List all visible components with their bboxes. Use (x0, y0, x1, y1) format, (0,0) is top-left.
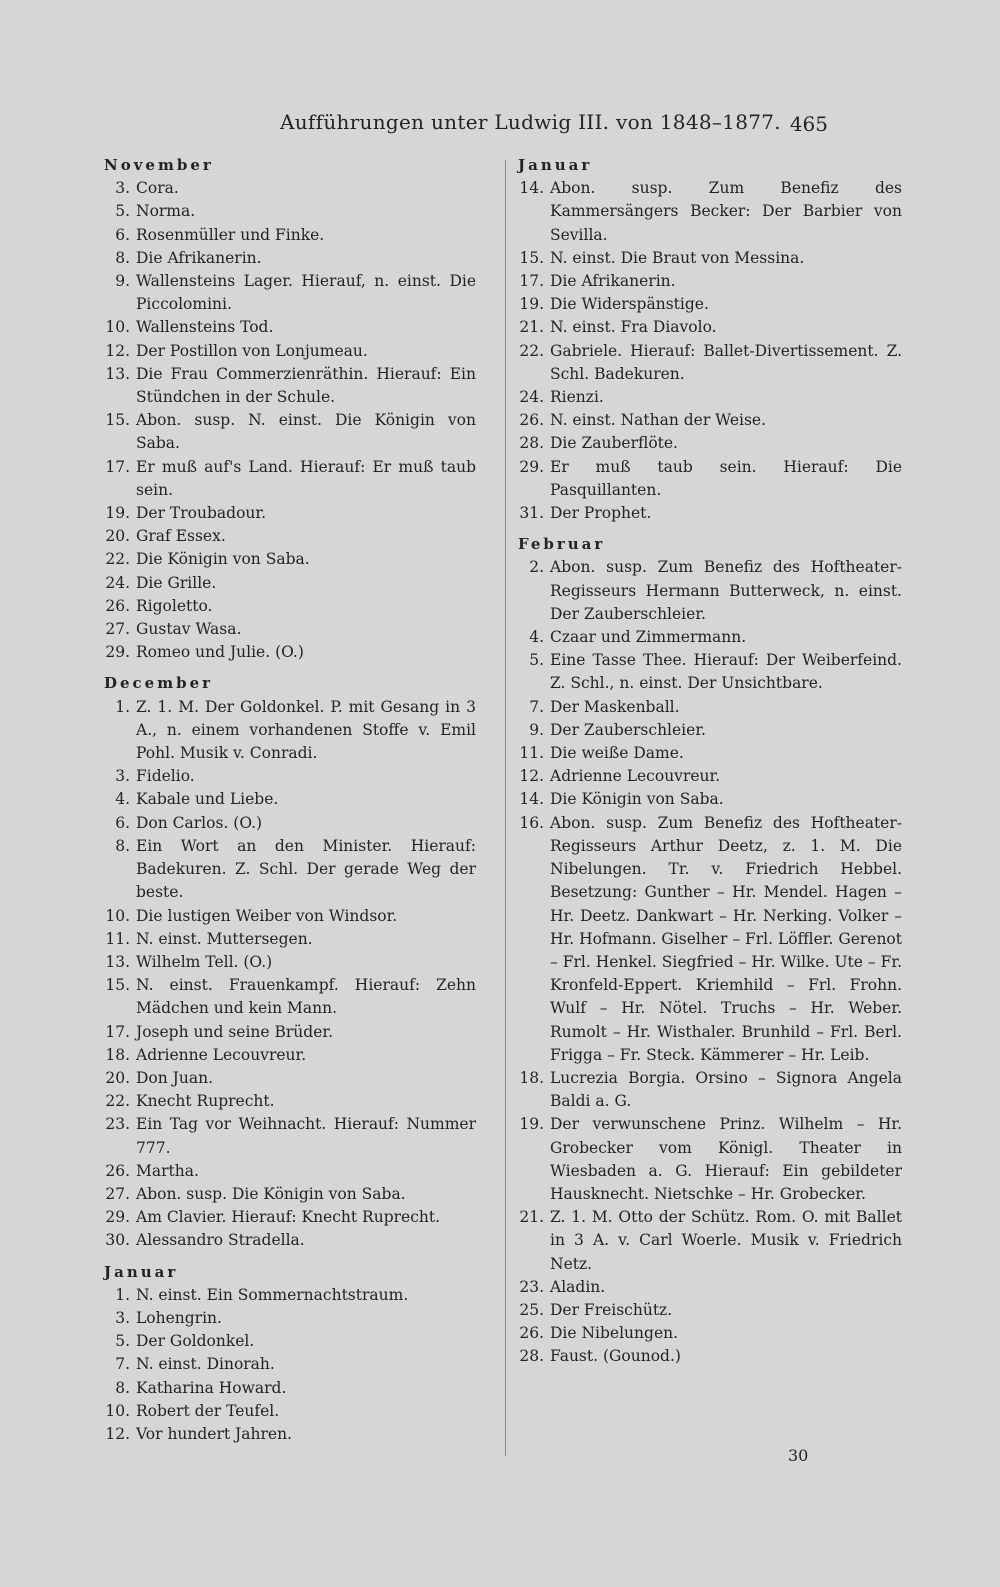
entry-day: 16. (519, 813, 544, 832)
entry-day: 11. (105, 929, 130, 948)
entry-day: 8. (115, 248, 130, 267)
entry-text: Abon. susp. Zum Benefiz des Hoftheater-Regisseurs Hermann Butterweck, n. einst. Der Zauberschleier. (550, 558, 902, 623)
entry-text: Martha. (136, 1161, 199, 1180)
entry-day: 13. (105, 364, 130, 383)
entry-text: Der verwunschene Prinz. Wilhelm – Hr. Grobecker vom Königl. Theater in Wiesbaden a. G. Hierauf: Ein gebildeter Hausknecht. Nietschke – Hr. Grobecker. (550, 1115, 902, 1203)
entry-day: 30. (105, 1231, 130, 1250)
entry-day: 15. (105, 411, 130, 430)
entry-day: 3. (115, 179, 130, 198)
entry-text: Die lustigen Weiber von Windsor. (136, 906, 398, 925)
entry-day: 20. (105, 527, 130, 546)
performance-entry (518, 1113, 902, 1206)
entry-text: N. einst. Muttersegen. (136, 929, 313, 948)
month-heading: Januar (104, 1262, 179, 1281)
entry-text: Die weiße Dame. (550, 744, 684, 763)
performance-entry (518, 626, 902, 649)
entry-day: 18. (105, 1045, 130, 1064)
entry-day: 7. (529, 697, 544, 716)
performance-entry (518, 177, 902, 247)
entry-text: Norma. (136, 202, 196, 221)
entry-day: 26. (519, 411, 544, 430)
entry-text: Der Zauberschleier. (550, 720, 706, 739)
performance-entry (104, 835, 476, 905)
entry-day: 2. (529, 558, 544, 577)
entry-text: Er muß auf's Land. Hierauf: Er muß taub sein. (136, 457, 476, 499)
performance-entry (518, 293, 902, 316)
entry-day: 19. (519, 295, 544, 314)
entry-day: 26. (105, 1161, 130, 1180)
performance-entry (104, 548, 476, 571)
performance-entry (104, 1353, 476, 1376)
entry-text: Gabriele. Hierauf: Ballet-Divertissement. Z. Schl. Badekuren. (550, 341, 902, 383)
performance-entry (104, 1377, 476, 1400)
entry-text: Der Goldonkel. (136, 1332, 255, 1351)
left-column (104, 154, 476, 1446)
month-heading: Januar (518, 156, 593, 174)
performance-entry (518, 649, 902, 695)
entry-day: 10. (105, 318, 130, 337)
entry-text: Der Freischütz. (550, 1300, 673, 1319)
entry-text: Der Troubadour. (136, 504, 267, 523)
entry-day: 27. (105, 1184, 130, 1203)
entry-day: 31. (519, 504, 544, 523)
performance-entry (104, 502, 476, 525)
performance-entry (104, 316, 476, 339)
entry-day: 3. (115, 1308, 130, 1327)
performance-entry (104, 247, 476, 270)
performance-entry (104, 1183, 476, 1206)
performance-entry (104, 224, 476, 247)
entry-day: 21. (519, 1208, 544, 1227)
performance-entry (518, 340, 902, 386)
entry-day: 9. (529, 720, 544, 739)
performance-entry (518, 1276, 902, 1299)
entry-day: 28. (519, 434, 544, 453)
performance-entry (518, 456, 902, 502)
entry-day: 14. (519, 790, 544, 809)
entry-text: N. einst. Frauenkampf. Hierauf: Zehn Mädchen und kein Mann. (136, 976, 476, 1018)
entry-day: 15. (105, 976, 130, 995)
entry-text: N. einst. Dinorah. (136, 1355, 275, 1374)
entry-text: Z. 1. M. Der Goldonkel. P. mit Gesang in 3 A., n. einem vorhandenen Stoffe v. Emil Pohl. Musik v. Conradi. (136, 697, 476, 763)
entry-text: Ein Wort an den Minister. Hierauf: Badekuren. Z. Schl. Der gerade Weg der beste. (136, 836, 476, 902)
entry-text: Wallensteins Tod. (136, 318, 274, 337)
entry-day: 23. (519, 1277, 544, 1296)
performance-entry (104, 200, 476, 223)
entry-text: Wallensteins Lager. Hierauf, n. einst. Die Piccolomini. (136, 272, 476, 314)
entry-text: Joseph und seine Brüder. (136, 1022, 333, 1041)
performance-entry (518, 502, 902, 525)
performance-entry (104, 270, 476, 316)
entry-day: 17. (105, 1022, 130, 1041)
entry-text: Gustav Wasa. (136, 620, 242, 639)
entry-day: 22. (105, 550, 130, 569)
entry-day: 12. (519, 767, 544, 786)
performance-entry (518, 409, 902, 432)
performance-entry (104, 641, 476, 664)
entry-text: Katharina Howard. (136, 1378, 287, 1397)
entry-text: Abon. susp. Die Königin von Saba. (136, 1184, 406, 1203)
running-title: Aufführungen unter Ludwig III. von 1848–1877. (280, 110, 781, 134)
entry-day: 5. (529, 651, 544, 670)
performance-entry (104, 765, 476, 788)
performance-entry (518, 1067, 902, 1113)
entry-day: 19. (519, 1115, 544, 1134)
performance-entry (104, 1113, 476, 1159)
entry-text: Lucrezia Borgia. Orsino – Signora Angela Baldi a. G. (550, 1068, 902, 1111)
entry-text: Ein Tag vor Weihnacht. Hierauf: Nummer 777. (136, 1115, 476, 1157)
entry-day: 12. (105, 341, 130, 360)
entry-text: Aladin. (550, 1277, 606, 1296)
entry-text: Abon. susp. N. einst. Die Königin von Saba. (136, 411, 476, 453)
entry-text: Er muß taub sein. Hierauf: Die Pasquillanten. (550, 457, 902, 499)
performance-entry (518, 742, 902, 765)
performance-entry (104, 951, 476, 974)
performance-entry (518, 1299, 902, 1322)
performance-entry (104, 1160, 476, 1183)
performance-entry (104, 974, 476, 1020)
performance-entry (104, 1090, 476, 1113)
entry-text: Z. 1. M. Otto der Schütz. Rom. O. mit Ballet in 3 A. v. Carl Woerle. Musik v. Friedrich Netz. (550, 1208, 902, 1273)
entry-day: 8. (115, 836, 130, 855)
performance-entry (518, 270, 902, 293)
entry-text: Faust. (Gounod.) (550, 1347, 681, 1366)
entry-day: 17. (519, 272, 544, 291)
performance-entry (104, 1284, 476, 1307)
performance-entry (104, 812, 476, 835)
entry-text: Die Afrikanerin. (550, 272, 676, 291)
performance-entry (104, 788, 476, 811)
entry-text: Knecht Ruprecht. (136, 1092, 275, 1111)
performance-entry (104, 572, 476, 595)
entry-day: 1. (115, 697, 130, 716)
performance-entry (104, 1021, 476, 1044)
performance-entry (104, 177, 476, 200)
performance-entry (104, 409, 476, 455)
performance-entry (518, 1206, 902, 1276)
performance-entry (104, 1307, 476, 1330)
performance-entry (518, 788, 902, 811)
signature-mark: 30 (788, 1446, 809, 1465)
entry-day: 4. (115, 790, 130, 809)
performance-entry (518, 247, 902, 270)
entry-day: 13. (105, 952, 130, 971)
entry-text: Cora. (136, 179, 179, 198)
performance-entry (104, 1229, 476, 1252)
entry-day: 10. (105, 906, 130, 925)
performance-entry (104, 1044, 476, 1067)
entry-text: Romeo und Julie. (O.) (136, 643, 304, 662)
entry-text: Czaar und Zimmermann. (550, 628, 747, 647)
performance-entry (518, 812, 902, 1067)
right-column (518, 154, 902, 1369)
entry-text: Die Frau Commerzienräthin. Hierauf: Ein Stündchen in der Schule. (136, 364, 476, 407)
entry-text: Die Grille. (136, 573, 217, 592)
entry-day: 26. (519, 1324, 544, 1343)
entry-day: 6. (115, 225, 130, 244)
month-heading: Februar (518, 535, 606, 554)
performance-entry (518, 696, 902, 719)
page-header (100, 104, 828, 144)
entry-text: Die Afrikanerin. (136, 248, 262, 267)
entry-day: 15. (519, 248, 544, 267)
entry-text: Adrienne Lecouvreur. (550, 767, 721, 786)
entry-text: Eine Tasse Thee. Hierauf: Der Weiberfeind. Z. Schl., n. einst. Der Unsichtbare. (550, 651, 902, 693)
entry-day: 1. (115, 1285, 130, 1304)
performance-entry (518, 556, 902, 626)
entry-day: 17. (105, 457, 130, 476)
column-divider (505, 160, 506, 1456)
entry-text: N. einst. Ein Sommernachtstraum. (136, 1285, 409, 1304)
performance-entry (104, 456, 476, 502)
entry-text: Don Carlos. (O.) (136, 813, 263, 832)
entry-day: 3. (115, 767, 130, 786)
entry-day: 12. (105, 1424, 130, 1443)
entry-text: Vor hundert Jahren. (136, 1424, 292, 1443)
performance-entry (518, 719, 902, 742)
entry-day: 20. (105, 1068, 130, 1087)
performance-entry (518, 1322, 902, 1345)
entry-text: Abon. susp. Zum Benefiz des Kammersängers Becker: Der Barbier von Sevilla. (550, 179, 902, 244)
performance-entry (104, 1400, 476, 1423)
entry-text: Rigoletto. (136, 596, 213, 615)
performance-entry (104, 905, 476, 928)
performance-entry (104, 363, 476, 409)
performance-entry (104, 1330, 476, 1353)
entry-day: 23. (105, 1115, 130, 1134)
entry-text: Wilhelm Tell. (O.) (136, 952, 273, 971)
entry-text: Der Prophet. (550, 504, 652, 523)
entry-day: 14. (519, 179, 544, 198)
entry-text: N. einst. Die Braut von Messina. (550, 248, 805, 267)
entry-day: 19. (105, 504, 130, 523)
entry-text: N. einst. Nathan der Weise. (550, 411, 767, 430)
entry-day: 5. (115, 202, 130, 221)
month-heading: December (104, 674, 214, 693)
entry-day: 8. (115, 1378, 130, 1397)
entry-day: 27. (105, 620, 130, 639)
performance-entry (104, 595, 476, 618)
performance-entry (518, 316, 902, 339)
performance-entry (104, 340, 476, 363)
entry-text: Robert der Teufel. (136, 1401, 280, 1420)
entry-text: Die Zauberflöte. (550, 434, 678, 453)
entry-text: Rosenmüller und Finke. (136, 225, 325, 244)
entry-text: Lohengrin. (136, 1308, 222, 1327)
entry-day: 18. (519, 1068, 544, 1087)
entry-day: 22. (519, 341, 544, 360)
entry-day: 11. (519, 744, 544, 763)
performance-entry (104, 1423, 476, 1446)
entry-day: 4. (529, 628, 544, 647)
performance-entry (104, 1067, 476, 1090)
entry-day: 24. (519, 388, 544, 407)
entry-day: 29. (105, 1208, 130, 1227)
entry-text: Die Königin von Saba. (136, 550, 310, 569)
entry-text: Don Juan. (136, 1068, 214, 1087)
entry-day: 29. (105, 643, 130, 662)
entry-text: Alessandro Stradella. (136, 1231, 305, 1250)
entry-text: Rienzi. (550, 388, 604, 407)
performance-entry (104, 696, 476, 766)
entry-day: 10. (105, 1401, 130, 1420)
performance-entry (518, 765, 902, 788)
performance-entry (518, 386, 902, 409)
performance-entry (104, 1206, 476, 1229)
entry-day: 29. (519, 457, 544, 476)
entry-text: Graf Essex. (136, 527, 226, 546)
entry-text: Der Postillon von Lonjumeau. (136, 341, 368, 360)
entry-day: 21. (519, 318, 544, 337)
entry-day: 7. (115, 1355, 130, 1374)
performance-entry (104, 525, 476, 548)
entry-day: 25. (519, 1300, 544, 1319)
entry-text: Die Königin von Saba. (550, 790, 724, 809)
entry-day: 22. (105, 1092, 130, 1111)
entry-text: Kabale und Liebe. (136, 790, 279, 809)
month-heading: November (104, 156, 214, 174)
entry-day: 9. (115, 272, 130, 291)
performance-entry (518, 432, 902, 455)
entry-day: 5. (115, 1332, 130, 1351)
entry-day: 6. (115, 813, 130, 832)
entry-text: Adrienne Lecouvreur. (136, 1045, 307, 1064)
page-number: 465 (789, 112, 828, 136)
entry-text: Abon. susp. Zum Benefiz des Hoftheater-Regisseurs Arthur Deetz, z. 1. M. Die Nibelungen. Tr. v. Friedrich Hebbel. Besetzung: Gunther – Hr. Mendel. Hagen – Hr. Deetz. Dankwart – Hr. Nerking. Volker – Hr. Hofmann. Giselher – Frl. Löffler. Gerenot – Frl. Henkel. Siegfried – Hr. Wilke. Ute – Fr. Kronfeld-Eppert. Kriemhild – Frl. Frohn. Wulf – Hr. Nötel. Truchs – Hr. Weber. Rumolt – Hr. Wisthaler. Brunhild – Frl. Berl. Frigga – Fr. Steck. Kämmerer – Hr. Leib. (550, 813, 902, 1064)
performance-entry (518, 1345, 902, 1368)
entry-text: Fidelio. (136, 767, 195, 786)
entry-day: 24. (105, 573, 130, 592)
entry-text: N. einst. Fra Diavolo. (550, 318, 717, 337)
entry-text: Der Maskenball. (550, 697, 680, 716)
entry-day: 28. (519, 1347, 544, 1366)
entry-day: 26. (105, 596, 130, 615)
performance-entry (104, 618, 476, 641)
performance-entry (104, 928, 476, 951)
entry-text: Die Widerspänstige. (550, 295, 709, 314)
entry-text: Die Nibelungen. (550, 1324, 679, 1343)
entry-text: Am Clavier. Hierauf: Knecht Ruprecht. (136, 1208, 441, 1227)
